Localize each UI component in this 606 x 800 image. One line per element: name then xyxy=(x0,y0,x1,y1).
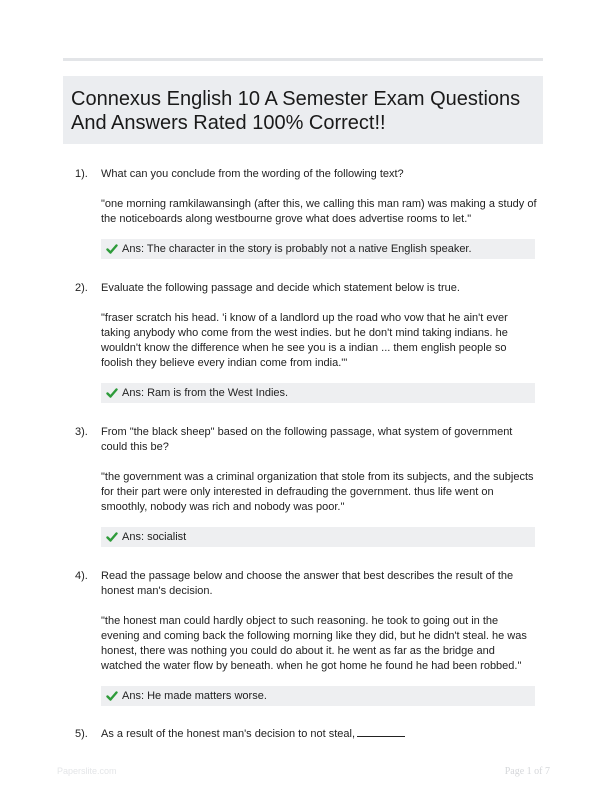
question-passage: "one morning ramkilawansingh (after this, we calling this man ram) was making a study of the noticeboards along westbourne grove what does advertise rooms to let." xyxy=(101,198,537,225)
question-number: 3). xyxy=(75,426,88,438)
answer-box xyxy=(101,527,535,547)
question-passage: "the government was a criminal organization that stole from its subjects, and the subjects for their part were only interested in defrauding the government. thus life went on smoothly, nobody was rich and nobody was poor." xyxy=(101,471,534,513)
check-icon xyxy=(106,690,118,702)
question-item-4 xyxy=(63,569,543,706)
question-number: 2). xyxy=(75,282,88,294)
check-icon xyxy=(106,387,118,399)
answer-box xyxy=(101,239,535,259)
question-passage: "fraser scratch his head. 'i know of a landlord up the road who vow that he ain't ever taking anybody who come from the west indies. but he don't mind taking indians. he wouldn't know the difference when he see you is a indian ... them english people so foolish they believe every indian come from india.'" xyxy=(101,312,508,369)
answer-text: Ans: socialist xyxy=(122,531,187,543)
question-item-2 xyxy=(63,281,543,403)
answer-blank xyxy=(357,727,405,737)
question-number: 4). xyxy=(75,570,88,582)
answer-box xyxy=(101,383,535,403)
check-icon xyxy=(106,243,118,255)
question-prompt: As a result of the honest man's decision to not steal, xyxy=(101,727,537,742)
question-item-5 xyxy=(63,727,543,742)
answer-text: Ans: Ram is from the West Indies. xyxy=(122,387,289,399)
title-banner xyxy=(63,76,543,144)
answer-text: Ans: He made matters worse. xyxy=(122,690,267,702)
question-prompt: From "the black sheep" based on the following passage, what system of government could this be? xyxy=(101,426,513,453)
page-number: Page 1 of 7 xyxy=(504,766,550,777)
question-prompt: Read the passage below and choose the answer that best describes the result of the honest man's decision. xyxy=(101,570,514,597)
top-divider xyxy=(63,58,543,61)
footer-watermark: Paperslite.com xyxy=(57,766,117,776)
answer-box xyxy=(101,686,535,706)
page-title: Connexus English 10 A Semester Exam Questions And Answers Rated 100% Correct!! xyxy=(71,88,521,134)
question-prompt: What can you conclude from the wording of the following text? xyxy=(101,168,404,180)
question-item-1 xyxy=(63,167,543,259)
question-number: 1). xyxy=(75,168,88,180)
answer-text: Ans: The character in the story is probably not a native English speaker. xyxy=(122,243,472,255)
question-item-3 xyxy=(63,425,543,547)
question-prompt: Evaluate the following passage and decide which statement below is true. xyxy=(101,282,460,294)
question-passage: "the honest man could hardly object to such reasoning. he took to going out in the evening and coming back the following morning like they did, but he didn't steal. he was honest, there was nothing you could do about it. he went as far as the bridge and watched the water flow by beneath. when he got home he found he had been robbed." xyxy=(101,615,527,672)
check-icon xyxy=(106,531,118,543)
question-number: 5). xyxy=(75,728,88,740)
